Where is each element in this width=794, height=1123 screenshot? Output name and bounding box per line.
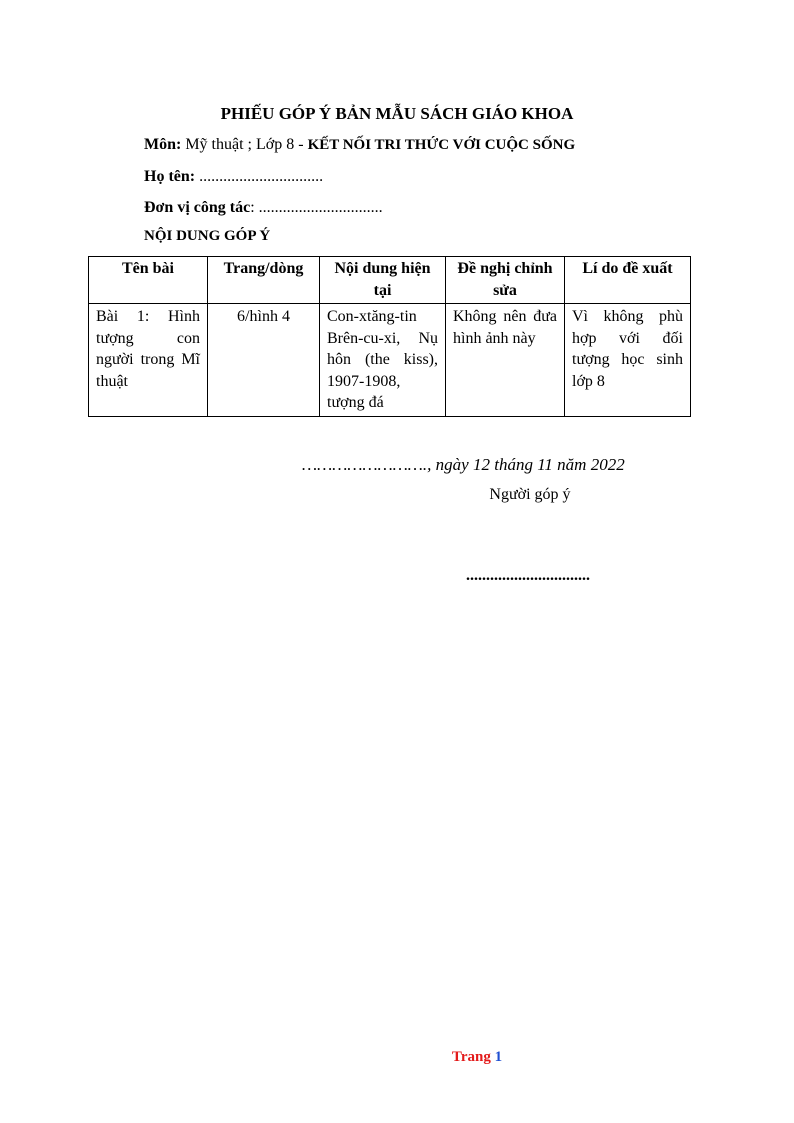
- header-suggestion: Đề nghị chỉnh sửa: [446, 257, 565, 304]
- subject-label: Môn:: [144, 136, 182, 153]
- header-reason: Lí do đề xuất: [565, 257, 691, 304]
- signer-dots: ...............................: [466, 567, 590, 584]
- header-current-content: Nội dung hiện tại: [320, 257, 446, 304]
- table-header-row: [89, 257, 691, 304]
- cell-current-content: Con-xtăng-tin Brên-cu-xi, Nụ hôn (the kiss), 1907-1908, tượng đá: [320, 304, 446, 417]
- table-row: [89, 304, 691, 417]
- form-title: PHIẾU GÓP Ý BẢN MẪU SÁCH GIÁO KHOA: [220, 104, 574, 123]
- name-value: ...............................: [195, 168, 324, 185]
- feedback-table: [88, 256, 691, 417]
- subject-line: [144, 136, 575, 154]
- cell-lesson: Bài 1: Hình tượng con người trong Mĩ thuật: [89, 304, 208, 417]
- workplace-value: : ...............................: [250, 199, 383, 216]
- date-line: ……………………., ngày 12 tháng 11 năm 2022: [302, 455, 625, 474]
- name-label: Họ tên:: [144, 168, 196, 185]
- series-name: KẾT NỐI TRI THỨC VỚI CUỘC SỐNG: [307, 137, 576, 153]
- subject-value: Mỹ thuật ; Lớp 8 -: [181, 136, 308, 153]
- cell-suggestion: Không nên đưa hình ảnh này: [446, 304, 565, 417]
- name-line: [144, 168, 323, 186]
- workplace-line: [144, 199, 383, 217]
- page-word: Trang: [451, 1049, 491, 1065]
- cell-page-line: 6/hình 4: [208, 304, 320, 417]
- header-lesson: Tên bài: [89, 257, 208, 304]
- header-page-line: Trang/dòng: [208, 257, 320, 304]
- section-heading: NỘI DUNG GÓP Ý: [144, 228, 271, 244]
- page-number: 1: [494, 1049, 503, 1065]
- workplace-label: Đơn vị công tác: [144, 199, 251, 216]
- cell-reason: Vì không phù hợp với đối tượng học sinh lớp 8: [565, 304, 691, 417]
- signer-label: Người góp ý: [489, 486, 571, 503]
- page-footer: [0, 1049, 794, 1066]
